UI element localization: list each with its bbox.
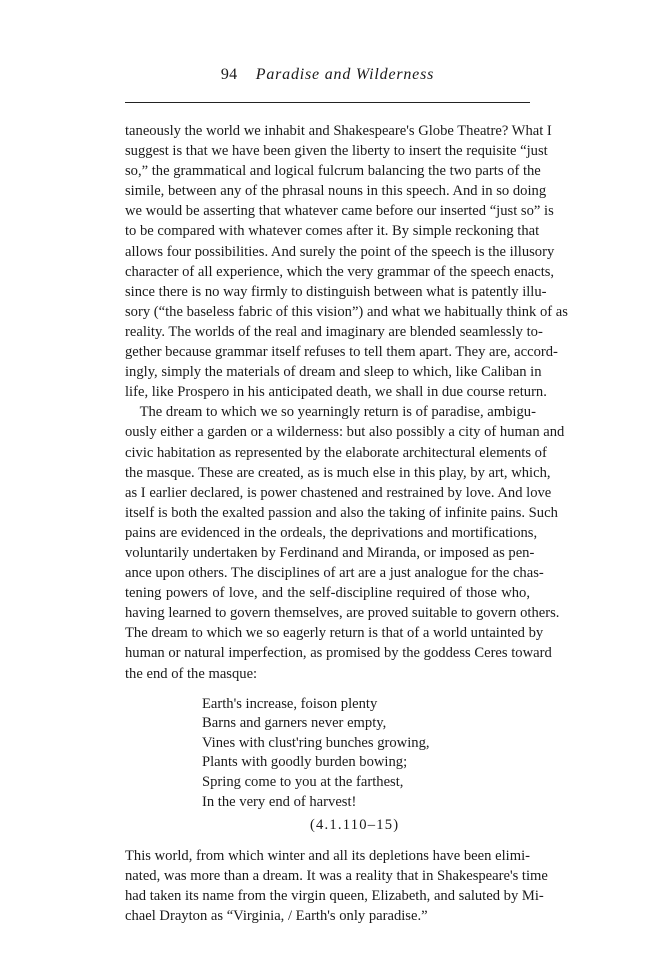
text-line: The dream to which we so eagerly return is that of a world untainted by: [125, 625, 544, 642]
verse-line: Spring come to you at the farthest,: [202, 774, 404, 790]
verse-quotation: [202, 695, 530, 813]
text-line: reality. The worlds of the real and imaginary are blended seamlessly to-: [125, 323, 543, 340]
text-line: nated, was more than a dream. It was a reality that in Shakespeare's time: [125, 868, 548, 885]
page-body: [125, 121, 568, 927]
text-line: simile, between any of the phrasal nouns in this speech. And in so doing: [125, 183, 547, 200]
text-line: The dream to which we so yearningly return is of paradise, ambigu-: [125, 404, 536, 421]
text-line: human or natural imperfection, as promised by the goddess Ceres toward: [125, 645, 552, 662]
verse-citation: (4.1.110–15): [310, 817, 400, 834]
text-line: voluntarily undertaken by Ferdinand and Miranda, or imposed as pen-: [125, 544, 535, 561]
paragraph-3: [125, 846, 548, 926]
running-title: Paradise and Wilderness: [255, 66, 435, 83]
text-line: allows four possibilities. And surely the point of the speech is the illusory: [125, 243, 555, 260]
text-line: ance upon others. The disciplines of art are a just analogue for the chas-: [125, 565, 544, 582]
text-line: as I earlier declared, is power chastened and restrained by love. And love: [125, 484, 552, 501]
text-line: life, like Prospero in his anticipated death, we shall in due course return.: [125, 384, 547, 401]
text-line: to be compared with whatever comes after it. By simple reckoning that: [125, 223, 540, 240]
text-line: itself is both the exalted passion and also the taking of infinite pains. Such: [125, 504, 558, 521]
header-rule: [125, 102, 530, 103]
text-line: chael Drayton as “Virginia, / Earth's only paradise.”: [125, 908, 428, 925]
verse-line: Earth's increase, foison plenty: [202, 695, 378, 712]
text-line: the masque. These are created, as is much else in this play, by art, which,: [125, 464, 551, 481]
text-line: tening powers of love, and the self-discipline required of those who,: [125, 585, 530, 602]
verse-line: Vines with clust'ring bunches growing,: [202, 734, 430, 751]
text-line: sory (“the baseless fabric of this vision”) and what we habitually think of as: [125, 303, 568, 320]
text-line: so,” the grammatical and logical fulcrum balancing the two parts of the: [125, 163, 541, 180]
text-line: pains are evidenced in the ordeals, the deprivations and mortifications,: [125, 524, 538, 541]
text-line: character of all experience, which the very grammar of the speech enacts,: [125, 263, 555, 280]
text-line: gether because grammar itself refuses to tell them apart. They are, accord-: [125, 344, 558, 361]
text-line: having learned to govern themselves, are proved suitable to govern others.: [125, 605, 560, 622]
text-line: ingly, simply the materials of dream and sleep to which, like Caliban in: [125, 364, 542, 381]
text-line: ously either a garden or a wilderness: but also possibly a city of human and: [125, 424, 565, 441]
verse-line: Plants with goodly burden bowing;: [202, 754, 408, 771]
text-line: had taken its name from the virgin queen, Elizabeth, and saluted by Mi-: [125, 888, 544, 905]
paragraph-1: [125, 121, 568, 402]
verse-line: In the very end of harvest!: [202, 793, 357, 810]
page-number: 94: [220, 66, 238, 83]
text-line: the end of the masque:: [125, 665, 258, 682]
verse-line: Barns and garners never empty,: [202, 715, 387, 732]
paragraph-2: [125, 402, 565, 683]
text-line: civic habitation as represented by the elaborate architectural elements of: [125, 444, 547, 461]
text-line: we would be asserting that whatever came before our inserted “just so” is: [125, 203, 554, 220]
running-header: [125, 66, 530, 84]
text-line: This world, from which winter and all its depletions have been elimi-: [125, 848, 530, 865]
text-line: taneously the world we inhabit and Shakespeare's Globe Theatre? What I: [125, 123, 552, 139]
text-line: since there is no way firmly to distinguish between what is patently illu-: [125, 283, 547, 300]
text-line: suggest is that we have been given the liberty to insert the requisite “just: [125, 143, 548, 160]
